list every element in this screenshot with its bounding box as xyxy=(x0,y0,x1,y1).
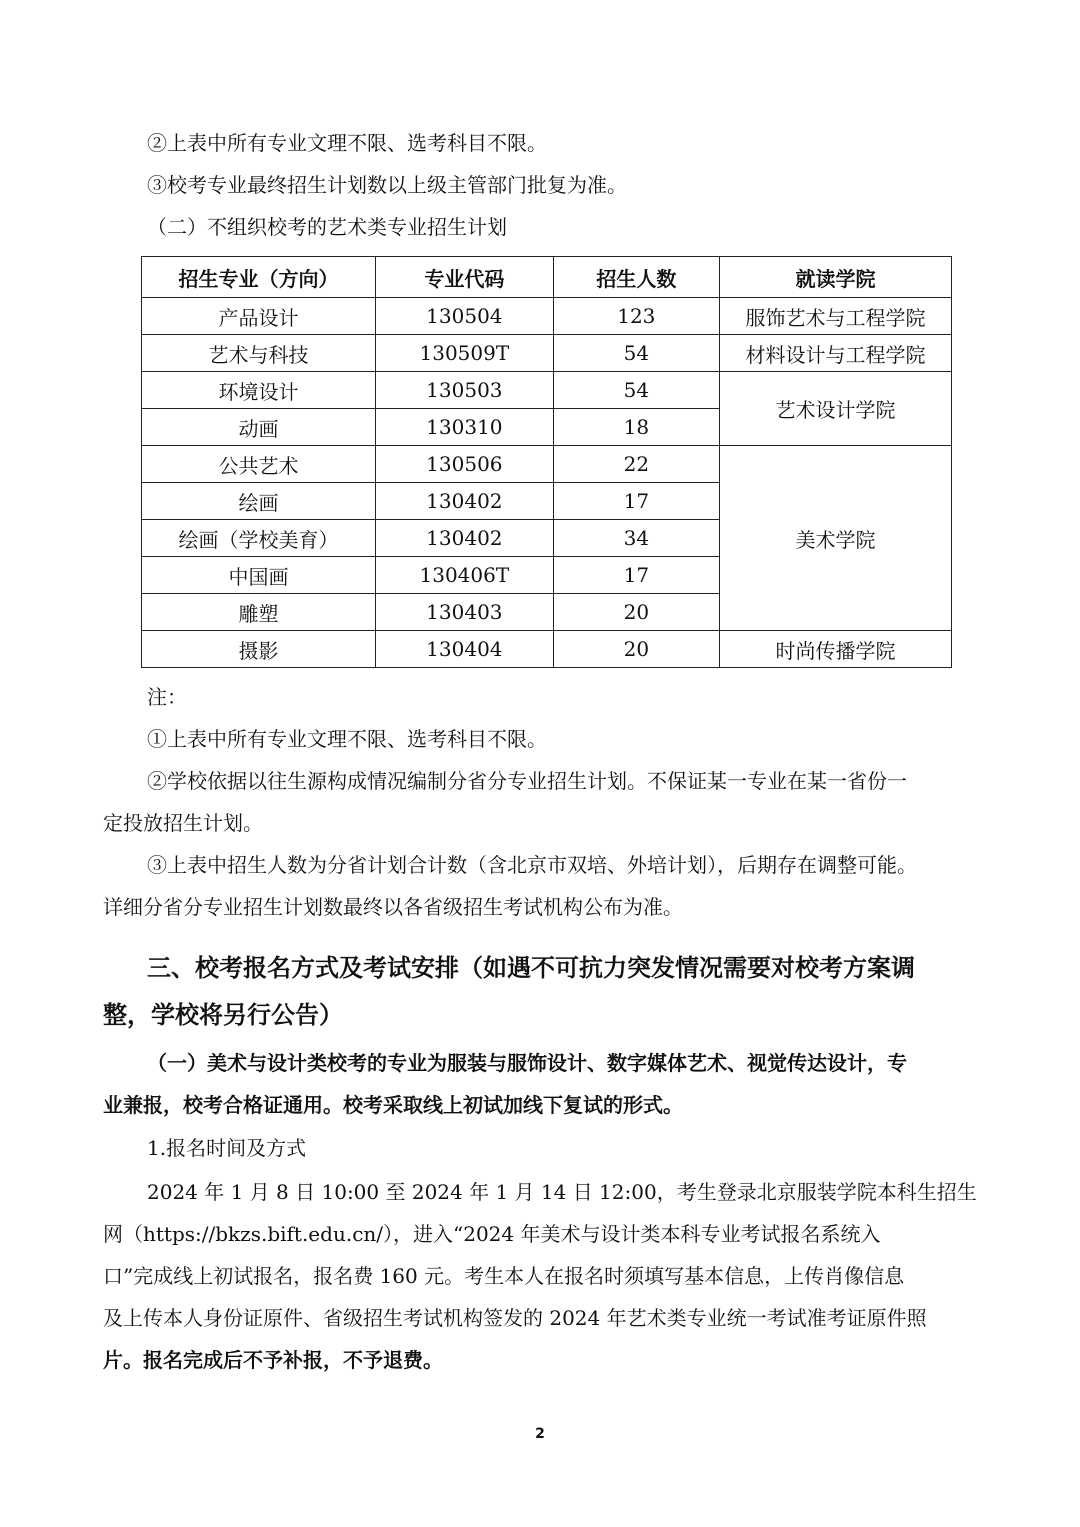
cell-college: 艺术设计学院 xyxy=(720,372,952,446)
cell-code: 130503 xyxy=(376,372,554,409)
cell-count: 17 xyxy=(553,557,719,594)
cell-college: 服饰艺术与工程学院 xyxy=(720,298,952,335)
note-1: ①上表中所有专业文理不限、选考科目不限。 xyxy=(147,727,547,751)
header-college: 就读学院 xyxy=(720,257,952,298)
cell-major: 雕塑 xyxy=(142,594,376,631)
cell-code: 130406T xyxy=(376,557,554,594)
section-3-title-line-1: 三、校考报名方式及考试安排（如遇不可抗力突发情况需要对校考方案调 xyxy=(147,954,915,982)
cell-count: 54 xyxy=(553,372,719,409)
note-2-line-2: 定投放招生计划。 xyxy=(103,811,263,835)
cell-code: 130404 xyxy=(376,631,554,668)
section-3-title-line-2: 整，学校将另行公告） xyxy=(103,1001,343,1029)
cell-major: 绘画 xyxy=(142,483,376,520)
cell-count: 34 xyxy=(553,520,719,557)
cell-major: 中国画 xyxy=(142,557,376,594)
cell-major: 环境设计 xyxy=(142,372,376,409)
notes-label: 注： xyxy=(147,685,187,709)
cell-college: 美术学院 xyxy=(720,446,952,631)
note-3-line-1: ③上表中招生人数为分省计划合计数（含北京市双培、外培计划），后期存在调整可能。 xyxy=(147,853,917,877)
cell-count: 22 xyxy=(553,446,719,483)
cell-college: 材料设计与工程学院 xyxy=(720,335,952,372)
table-row xyxy=(142,335,952,372)
subheading-registration: 1.报名时间及方式 xyxy=(147,1136,307,1160)
table-row xyxy=(142,372,952,409)
cell-college: 时尚传播学院 xyxy=(720,631,952,668)
cell-major: 动画 xyxy=(142,409,376,446)
para-2-line-5: 片。报名完成后不予补报，不予退费。 xyxy=(103,1348,443,1372)
table-header-row xyxy=(142,257,952,298)
cell-major: 公共艺术 xyxy=(142,446,376,483)
cell-count: 20 xyxy=(553,631,719,668)
section-2-title: （二）不组织校考的艺术类专业招生计划 xyxy=(147,215,507,239)
cell-count: 54 xyxy=(553,335,719,372)
header-major: 招生专业（方向） xyxy=(142,257,376,298)
cell-count: 18 xyxy=(553,409,719,446)
note-3-line-2: 详细分省分专业招生计划数最终以各省级招生考试机构公布为准。 xyxy=(103,895,683,919)
cell-code: 130403 xyxy=(376,594,554,631)
para-2-line-4: 及上传本人身份证原件、省级招生考试机构签发的 2024 年艺术类专业统一考试准考证原件照 xyxy=(103,1306,927,1330)
cell-code: 130402 xyxy=(376,520,554,557)
cell-code: 130310 xyxy=(376,409,554,446)
enrollment-plan-table xyxy=(141,256,952,668)
cell-major: 产品设计 xyxy=(142,298,376,335)
note-2-line-1: ②学校依据以往生源构成情况编制分省分专业招生计划。不保证某一专业在某一省份一 xyxy=(147,769,907,793)
cell-code: 130506 xyxy=(376,446,554,483)
table-row xyxy=(142,631,952,668)
cell-code: 130402 xyxy=(376,483,554,520)
top-note-2: ②上表中所有专业文理不限、选考科目不限。 xyxy=(147,131,547,155)
cell-count: 17 xyxy=(553,483,719,520)
table-row xyxy=(142,446,952,483)
table-row xyxy=(142,298,952,335)
header-count: 招生人数 xyxy=(553,257,719,298)
para-2-line-2: 网（https://bkzs.bift.edu.cn/），进入“2024 年美术与设计类本科专业考试报名系统入 xyxy=(103,1222,881,1246)
cell-count: 123 xyxy=(553,298,719,335)
cell-code: 130504 xyxy=(376,298,554,335)
section-3-para-1-line-2: 业兼报，校考合格证通用。校考采取线上初试加线下复试的形式。 xyxy=(103,1093,683,1117)
cell-major: 摄影 xyxy=(142,631,376,668)
para-2-line-1: 2024 年 1 月 8 日 10:00 至 2024 年 1 月 14 日 12:00，考生登录北京服装学院本科生招生 xyxy=(147,1180,977,1204)
cell-major: 绘画（学校美育） xyxy=(142,520,376,557)
cell-major: 艺术与科技 xyxy=(142,335,376,372)
header-code: 专业代码 xyxy=(376,257,554,298)
page-number: 2 xyxy=(535,1426,545,1442)
section-3-para-1-line-1: （一）美术与设计类校考的专业为服装与服饰设计、数字媒体艺术、视觉传达设计，专 xyxy=(147,1051,907,1075)
cell-code: 130509T xyxy=(376,335,554,372)
top-note-3: ③校考专业最终招生计划数以上级主管部门批复为准。 xyxy=(147,173,627,197)
cell-count: 20 xyxy=(553,594,719,631)
para-2-line-3: 口”完成线上初试报名，报名费 160 元。考生本人在报名时须填写基本信息，上传肖像信息 xyxy=(103,1264,905,1288)
